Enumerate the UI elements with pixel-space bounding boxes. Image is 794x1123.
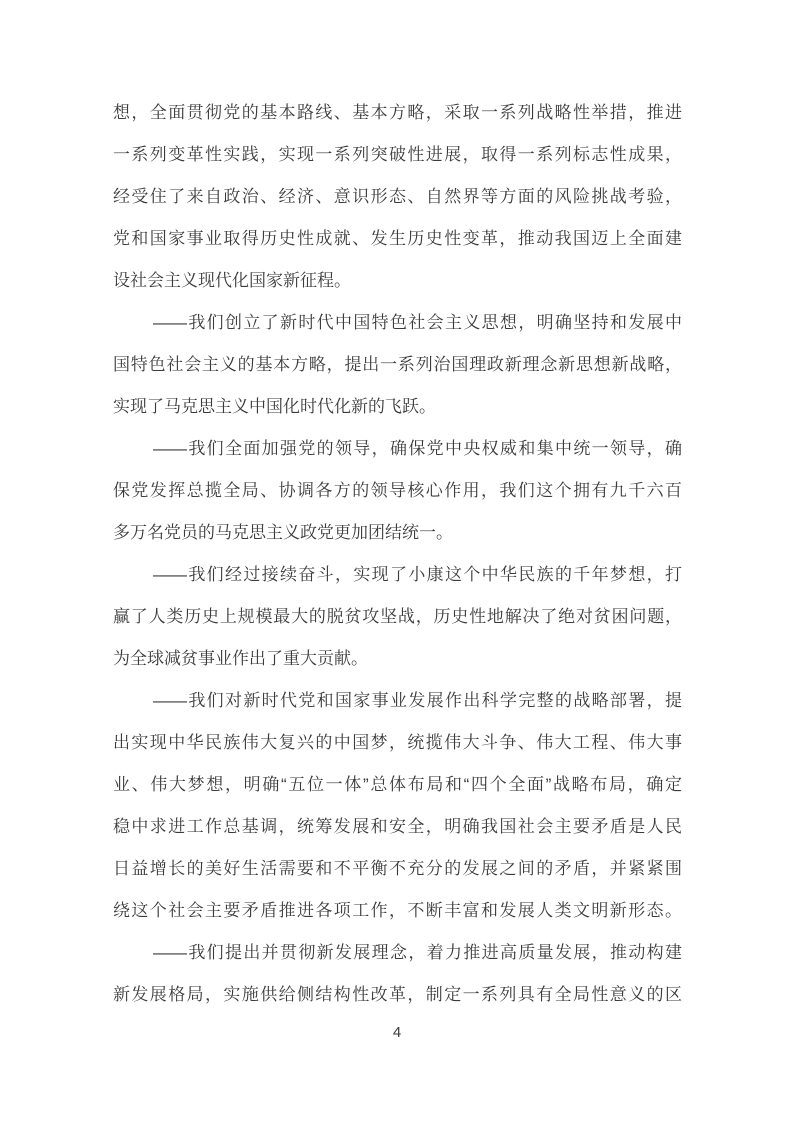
text-line: 实现了马克思主义中国化时代化新的飞跃。 <box>113 397 436 416</box>
text-line: ——我们创立了新时代中国特色社会主义思想，明确坚持和发展中 <box>153 313 682 332</box>
paragraph <box>113 302 682 428</box>
text-line: 稳中求进工作总基调，统筹发展和安全，明确我国社会主要矛盾是人民 <box>113 817 682 836</box>
text-line: 新发展格局，实施供给侧结构性改革，制定一系列具有全局性意义的区 <box>113 985 682 1004</box>
text-line: ——我们提出并贯彻新发展理念，着力推进高质量发展，推动构建 <box>153 943 682 962</box>
text-line: 设社会主义现代化国家新征程。 <box>113 271 351 290</box>
text-line: 业、伟大梦想，明确“五位一体”总体布局和“四个全面”战略布局，确定 <box>113 775 682 794</box>
paragraph <box>113 554 682 680</box>
text-line: 党和国家事业取得历史性成就、发生历史性变革，推动我国迈上全面建 <box>113 229 682 248</box>
text-line: 保党发挥总揽全局、协调各方的领导核心作用，我们这个拥有九千六百 <box>113 481 682 500</box>
text-line: 绕这个社会主要矛盾推进各项工作，不断丰富和发展人类文明新形态。 <box>113 901 682 920</box>
text-line: 多万名党员的马克思主义政党更加团结统一。 <box>113 523 453 542</box>
text-line: ——我们经过接续奋斗，实现了小康这个中华民族的千年梦想，打 <box>153 565 682 584</box>
text-line: 国特色社会主义的基本方略，提出一系列治国理政新理念新思想新战略， <box>113 355 682 374</box>
text-line: 出实现中华民族伟大复兴的中国梦，统揽伟大斗争、伟大工程、伟大事 <box>113 733 682 752</box>
document-body <box>113 92 682 1016</box>
text-line: 经受住了来自政治、经济、意识形态、自然界等方面的风险挑战考验， <box>113 187 682 206</box>
text-line: 为全球减贫事业作出了重大贡献。 <box>113 649 368 668</box>
text-line: 想，全面贯彻党的基本路线、基本方略，采取一系列战略性举措，推进 <box>113 103 682 122</box>
text-line: ——我们对新时代党和国家事业发展作出科学完整的战略部署，提 <box>153 691 682 710</box>
paragraph <box>113 428 682 554</box>
text-line: 赢了人类历史上规模最大的脱贫攻坚战，历史性地解决了绝对贫困问题， <box>113 607 682 626</box>
paragraph <box>113 680 682 932</box>
text-line: 一系列变革性实践，实现一系列突破性进展，取得一系列标志性成果， <box>113 145 682 164</box>
page-number: 4 <box>392 1024 402 1041</box>
paragraph <box>113 92 682 302</box>
paragraph <box>113 932 682 1016</box>
text-line: 日益增长的美好生活需要和不平衡不充分的发展之间的矛盾，并紧紧围 <box>113 859 682 878</box>
text-line: ——我们全面加强党的领导，确保党中央权威和集中统一领导，确 <box>153 439 682 458</box>
